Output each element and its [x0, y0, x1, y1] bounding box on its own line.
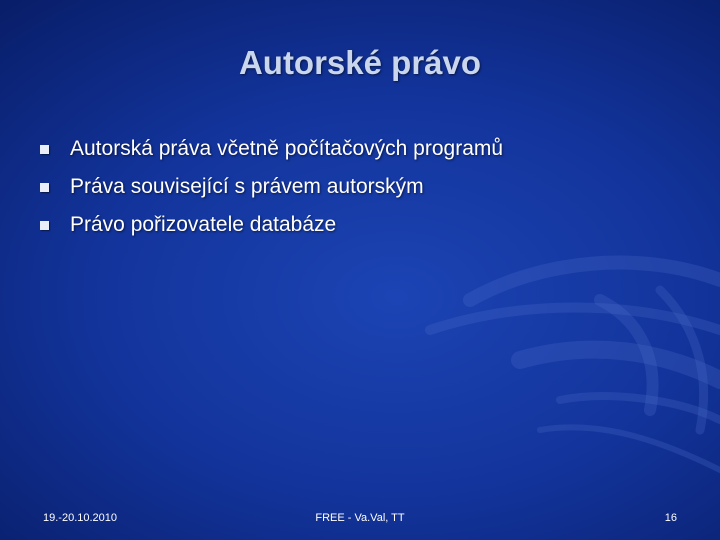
bullet-text: Autorská práva včetně počítačových programů	[70, 137, 504, 160]
footer-center-text: FREE - Va.Val, TT	[315, 512, 405, 524]
bullet-item	[40, 130, 503, 168]
square-bullet-icon	[40, 221, 49, 230]
bullet-list	[40, 130, 503, 244]
footer-date: 19.-20.10.2010	[43, 512, 118, 524]
bullet-text: Práva související s právem autorským	[70, 175, 424, 198]
page-number: 16	[664, 512, 677, 524]
bullet-item	[40, 206, 503, 244]
bullet-text: Právo pořizovatele databáze	[70, 213, 337, 236]
slide-title: Autorské právo	[238, 44, 482, 81]
square-bullet-icon	[40, 145, 49, 154]
square-bullet-icon	[40, 183, 49, 192]
bullet-item	[40, 168, 503, 206]
